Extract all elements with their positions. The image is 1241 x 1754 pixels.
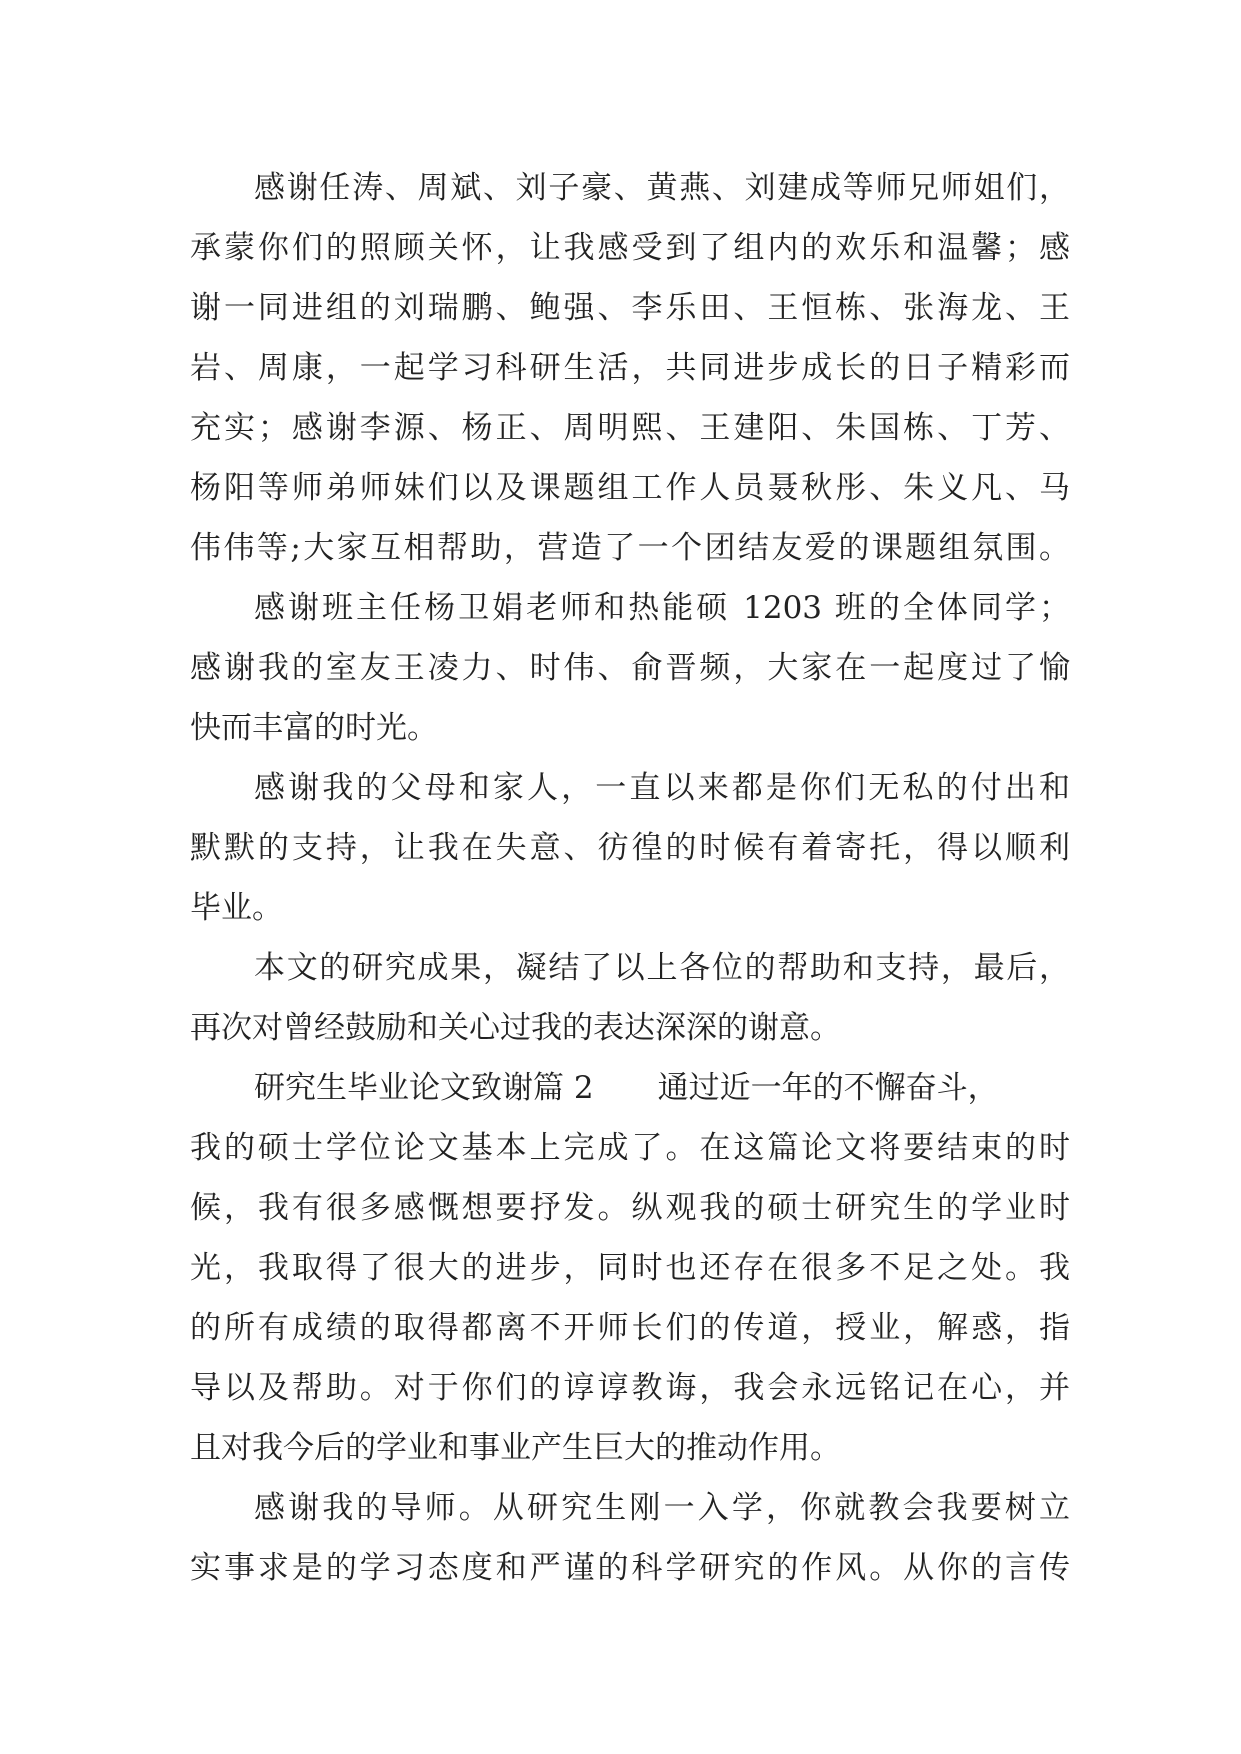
text-line: 岩、周康，一起学习科研生活，共同进步成长的日子精彩而 [190,350,1070,386]
text-line: 本文的研究成果，凝结了以上各位的帮助和支持，最后， [254,950,1070,986]
text-line: 快而丰富的时光。 [190,710,438,746]
text-line: 感谢任涛、周斌、刘子豪、黄燕、刘建成等师兄师姐们， [254,170,1070,206]
paragraph [190,578,1070,758]
text-line: 的所有成绩的取得都离不开师长们的传道，授业，解惑，指 [190,1310,1070,1346]
text-line: 候，我有很多感慨想要抒发。纵观我的硕士研究生的学业时 [190,1190,1070,1226]
paragraph [190,758,1070,938]
text-line: 导以及帮助。对于你们的谆谆教诲，我会永远铭记在心，并 [190,1370,1070,1406]
text-line: 充实；感谢李源、杨正、周明熙、王建阳、朱国栋、丁芳、 [190,410,1070,446]
text-line: 伟伟等;大家互相帮助，营造了一个团结友爱的课题组氛围。 [190,530,1070,566]
text-line: 且对我今后的学业和事业产生巨大的推动作用。 [190,1430,841,1466]
paragraph [190,158,1070,578]
text-line: 感谢我的导师。从研究生刚一入学，你就教会我要树立 [254,1490,1070,1526]
text-line: 感谢我的室友王凌力、时伟、俞晋频，大家在一起度过了愉 [190,650,1070,686]
text-line: 感谢班主任杨卫娟老师和热能硕 1203 班的全体同学； [254,590,1070,626]
paragraph [190,938,1070,1058]
text-line: 默默的支持，让我在失意、彷徨的时候有着寄托，得以顺利 [190,830,1070,866]
section-heading: 研究生毕业论文致谢篇 2 [254,1070,594,1106]
text-line: 光，我取得了很大的进步，同时也还存在很多不足之处。我 [190,1250,1070,1286]
text-line: 再次对曾经鼓励和关心过我的表达深深的谢意。 [190,1010,841,1046]
text-line: 感谢我的父母和家人，一直以来都是你们无私的付出和 [254,770,1070,806]
text-line: 实事求是的学习态度和严谨的科学研究的作风。从你的言传 [190,1550,1070,1586]
document-body [190,158,1070,1598]
text-line: 毕业。 [190,890,283,926]
section-heading-rest: 通过近一年的不懈奋斗， [657,1070,999,1106]
text-line: 谢一同进组的刘瑞鹏、鲍强、李乐田、王恒栋、张海龙、王 [190,290,1070,326]
text-line: 承蒙你们的照顾关怀，让我感受到了组内的欢乐和温馨；感 [190,230,1070,266]
paragraph [190,1058,1070,1478]
paragraph [190,1478,1070,1598]
text-line: 杨阳等师弟师妹们以及课题组工作人员聂秋彤、朱义凡、马 [190,470,1070,506]
text-line: 我的硕士学位论文基本上完成了。在这篇论文将要结束的时 [190,1130,1070,1166]
section-heading-line [190,1058,1070,1118]
